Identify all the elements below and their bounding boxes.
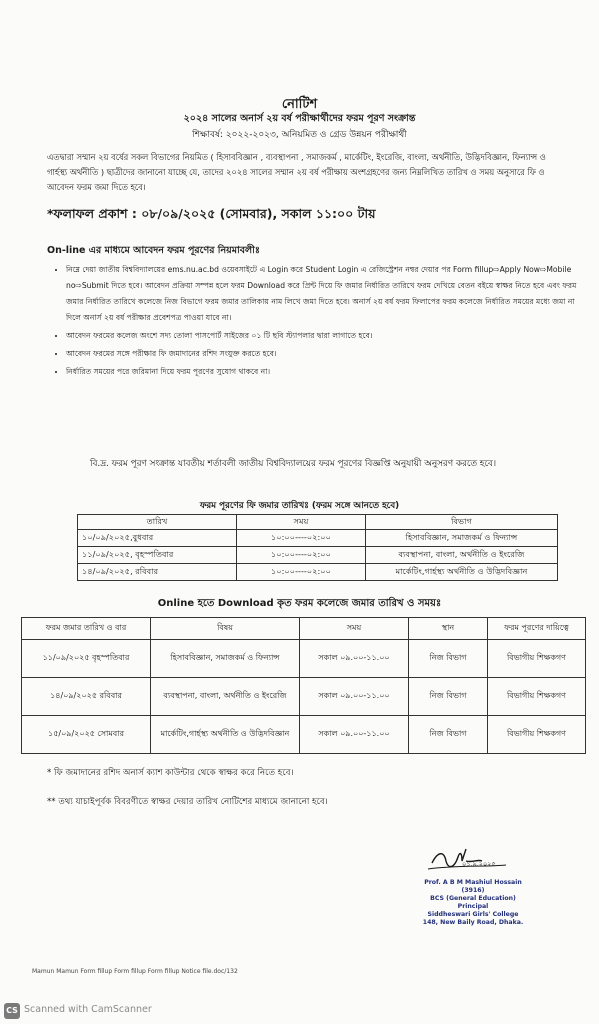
camscanner-watermark — [0, 1000, 170, 1024]
table-row — [78, 564, 558, 581]
table-cell: ব্যবস্থাপনা, বাংলা, অর্থনীতি ও ইংরেজি — [366, 547, 558, 564]
footnote: * ফি জমাদানের রশিদ অনার্স ক্যাশ কাউন্টার থেকে স্বাক্ষর করে নিতে হবে। — [47, 768, 294, 778]
fee-table-heading: ফরম পূরণের ফি জমার তারিখঃ (ফরম সঙ্গে আনতে হবে) — [199, 501, 400, 511]
table-cell: নিজ বিভাগ — [409, 678, 488, 716]
column-header: ফরম পূরণের দায়িত্বে — [488, 618, 586, 640]
table-cell: ১১/০৯/২০২৫ বৃহস্পতিবার — [22, 640, 151, 678]
table-cell: ১০/০৯/২০২৫,বুধবার — [78, 530, 237, 547]
rule-item: • আবেদন ফরমের কলেজ অংশে সদ্য তোলা পাসপোর্ট সাইজের ০১ টি ছবি স্ট্যাপলার দ্বারা লাগাতে হবে। — [66, 328, 584, 344]
principal-cadre: BCS (General Education) — [430, 895, 516, 902]
online-rules-heading: On-line এর মাধ্যমে আবেদন ফরম পূরণের নিয়মাবলীঃ — [47, 245, 260, 256]
college-name: Siddheswari Girls' College — [427, 911, 519, 918]
table-cell: বিভাগীয় শিক্ষকগণ — [488, 640, 586, 678]
table-row — [78, 530, 558, 547]
column-header: সময় — [237, 515, 366, 530]
table-cell: ১০:০০----০২:০০ — [237, 530, 366, 547]
table-cell: সকাল ০৯.০০-১১.০০ — [300, 716, 409, 754]
table-header-row — [78, 515, 558, 530]
result-publication-line: *ফলাফল প্রকাশ : ০৮/০৯/২০২৫ (সোমবার), সকাল ১১:০০ টায় — [47, 206, 376, 221]
column-header: বিভাগ — [366, 515, 558, 530]
rule-item: • নিম্নে দেয়া জাতীয় বিশ্ববিদ্যালয়ের ems.nu.ac.bd ওয়েবসাইটে এ Login করে Student Login এ রেজিস্ট্রেশন নম্বর দেয়ার পর Form fillup⇨Apply Now⇨Mobile no⇨Submit দিতে হবে। আবেদন প্রক্রিয়া সম্পন্ন হলে ফরম Download করে প্রিন্ট দিয়ে ফি জমার নির্ধারিত তারিখে ফরম দেখিয়ে বেতন বইয়ে স্বাক্ষর নিতে হবে এবং ফরম জমার নির্ধারিত তারিখে কলেজে নিজ বিভাগে ফরম জমার তালিকায় নাম লিখে জমা দিতে হবে। অনার্স ২য় বর্ষ ফরম ফিলাপের ফরম কলেজে নির্ধারিত সময়ের মধ্যে জমা না দিলে অনার্স ২য় বর্ষ পরীক্ষার প্রবেশপত্র পাওয়া যাবে না। — [66, 262, 584, 326]
principal-name: Prof. A B M Mashiul Hossain (3916) — [424, 879, 522, 894]
table-row — [22, 640, 586, 678]
table-cell: ১৪/০৯/২০২৫, রবিবার — [78, 564, 237, 581]
table-cell: বিভাগীয় শিক্ষকগণ — [488, 716, 586, 754]
column-header: তারিখ — [78, 515, 237, 530]
table-row — [22, 716, 586, 754]
table-cell: হিসাববিজ্ঞান, সমাজকর্ম ও ফিন্যান্স — [366, 530, 558, 547]
column-header: ফরম জমার তারিখ ও বার — [22, 618, 151, 640]
note-paragraph: বি.দ্র. ফরম পূরণ সংক্রান্ত যাবতীয় শর্তাবলী জাতীয় বিশ্ববিদ্যালয়ের ফরম পূরণের বিজ্ঞপ্তি অনুযায়ী অনুসরণ করতে হবে। — [90, 459, 496, 469]
table-cell: হিসাববিজ্ঞান, সমাজকর্ম ও ফিন্যান্স — [151, 640, 300, 678]
submission-schedule-table — [21, 617, 586, 754]
table-cell: বিভাগীয় শিক্ষকগণ — [488, 678, 586, 716]
rule-item: • আবেদন ফরমের সঙ্গে পরীক্ষার ফি জমাদানের রশিদ সংযুক্ত করতে হবে। — [66, 346, 584, 362]
notice-subtitle: ২০২৪ সালের অনার্স ২য় বর্ষ পরীক্ষার্থীদের ফরম পূরণ সংক্রান্ত — [183, 113, 416, 124]
table-cell: সকাল ০৯.০০-১১.০০ — [300, 678, 409, 716]
table-cell: ১৪/০৯/২০২৫ রবিবার — [22, 678, 151, 716]
table-cell: মার্কেটিং,গার্হস্থ্য অর্থনীতি ও উদ্ভিদবিজ্ঞান — [366, 564, 558, 581]
column-header: সময় — [300, 618, 409, 640]
fee-schedule-table — [77, 514, 558, 581]
column-header: বিষয় — [151, 618, 300, 640]
table-cell: সকাল ০৯.০০-১১.০০ — [300, 640, 409, 678]
table-row — [22, 678, 586, 716]
table-cell: ১১/০৯/২০২৫, বৃহস্পতিবার — [78, 547, 237, 564]
column-header: স্থান — [409, 618, 488, 640]
online-rules-list — [52, 262, 584, 382]
file-path-footer: Mamun Mamun Form fillup Form fillup Form fillup Notice file.doc/132 — [32, 968, 238, 975]
rule-item: • নির্ধারিত সময়ের পরে জরিমানা দিয়ে ফরম পূরণের সুযোগ থাকবে না। — [66, 364, 584, 380]
principal-block — [418, 879, 528, 927]
camscanner-text: Scanned with CamScanner — [24, 1004, 152, 1015]
table-cell: ১০:০০----০২:০০ — [237, 547, 366, 564]
table-cell: ১৫/০৯/২০২৫ সোমবার — [22, 716, 151, 754]
notice-session: শিক্ষাবর্ষ: ২০২২-২০২৩, অনিয়মিত ও গ্রেড উন্নয়ন পরীক্ষার্থী — [192, 130, 407, 140]
signature-date: ০১.৯.২০২৫ — [462, 860, 496, 868]
notice-title: নোটিশ — [281, 97, 318, 112]
table-cell: মার্কেটিং,গার্হস্থ্য অর্থনীতি ও উদ্ভিদবিজ্ঞান — [151, 716, 300, 754]
college-address: 148, New Baily Road, Dhaka. — [422, 919, 524, 926]
table-cell: ১০:০০----০২:০০ — [237, 564, 366, 581]
table-cell: নিজ বিভাগ — [409, 640, 488, 678]
table-header-row — [22, 618, 586, 640]
table-row — [78, 547, 558, 564]
table-cell: ব্যবস্থাপনা, বাংলা, অর্থনীতি ও ইংরেজি — [151, 678, 300, 716]
table-cell: নিজ বিভাগ — [409, 716, 488, 754]
intro-paragraph: এতদ্বারা সম্মান ২য় বর্ষের সকল বিভাগের নিয়মিত ( হিসাববিজ্ঞান , ব্যবস্থাপনা , সমাজকর্ম , মার্কেটিং, ইংরেজি, বাংলা, অর্থনীতি, উদ্ভিদবিজ্ঞান, ফিন্যান্স ও গার্হস্থ্য অর্থনীতি ) ছাত্রীদের জানানো যাচ্ছে যে, তাদের ২০২৪ সালের সম্মান ২য় বর্ষ পরীক্ষায় অংশগ্রহণের জন্য নিম্নলিখিত তারিখ ও সময় অনুসারে ফি ও আবেদন ফরম জমা দিতে হবে। — [47, 152, 546, 192]
submission-table-heading: Online হতে Download কৃত ফরম কলেজে জমার তারিখ ও সময়ঃ — [157, 598, 442, 609]
principal-position: Principal — [457, 903, 489, 910]
footnote: ** তথ্য যাচাইপূর্বক বিবরণীতে স্বাক্ষর দেয়ার তারিখ নোটিশের মাধ্যমে জানানো হবে। — [47, 797, 328, 807]
camscanner-logo-icon: CS — [4, 1003, 20, 1019]
